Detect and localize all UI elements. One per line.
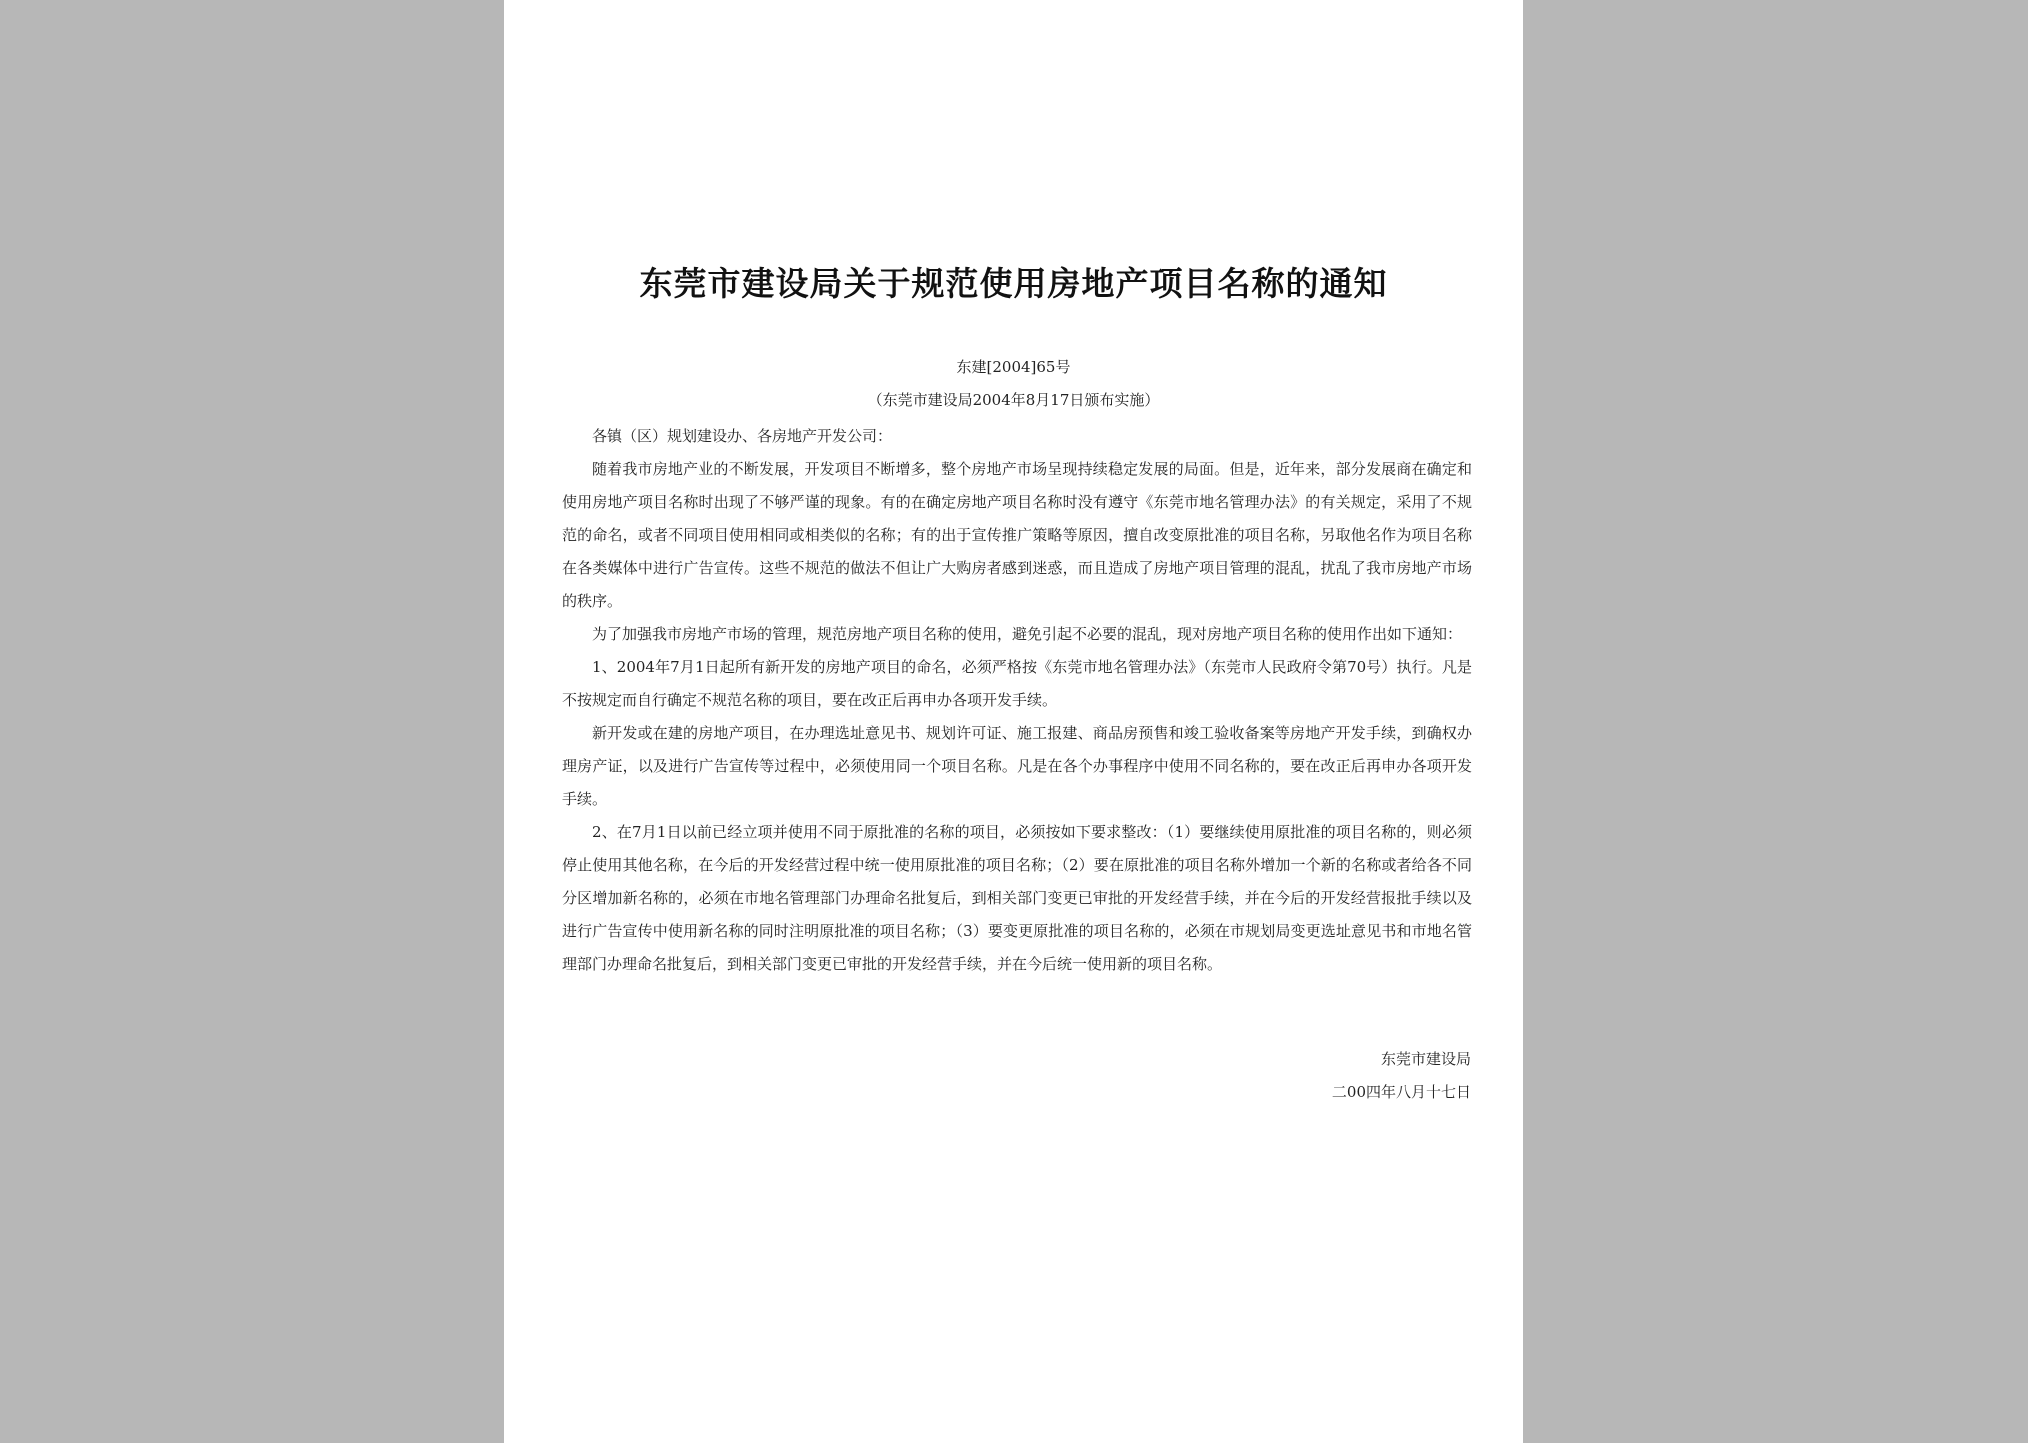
paragraph-item-1: 1、2004年7月1日起所有新开发的房地产项目的命名，必须严格按《东莞市地名管理办法》（东莞市人民政府令第70号）执行。凡是不按规定而自行确定不规范名称的项目，要在改正后再申办各项开发手续。 xyxy=(562,658,1472,709)
salutation: 各镇（区）规划建设办、各房地产开发公司： xyxy=(592,427,893,445)
signature-date: 二00四年八月十七日 xyxy=(1331,1083,1471,1101)
signature-block xyxy=(1332,1043,1471,1109)
paragraph-item-2: 2、在7月1日以前已经立项并使用不同于原批准的名称的项目，必须按如下要求整改：（1）要继续使用原批准的项目名称的，则必须停止使用其他名称，在今后的开发经营过程中统一使用原批准的项目名称；（2）要在原批准的项目名称外增加一个新的名称或者给各不同分区增加新名称的，必须在市地名管理部门办理命名批复后，到相关部门变更已审批的开发经营手续，并在今后的开发经营报批手续以及进行广告宣传中使用新名称的同时注明原批准的项目名称；（3）要变更原批准的项目名称的，必须在市规划局变更选址意见书和市地名管理部门办理命名批复后，到相关部门变更已审批的开发经营手续，并在今后统一使用新的项目名称。 xyxy=(562,823,1472,973)
document-number: 东建[2004]65号 xyxy=(956,358,1071,376)
issued-note: （东莞市建设局2004年8月17日颁布实施） xyxy=(867,391,1160,409)
paragraph-purpose: 为了加强我市房地产市场的管理，规范房地产项目名称的使用，避免引起不必要的混乱，现对房地产项目名称的使用作出如下通知： xyxy=(592,625,1463,643)
paragraph-item-1-detail: 新开发或在建的房地产项目，在办理选址意见书、规划许可证、施工报建、商品房预售和竣工验收备案等房地产开发手续，到确权办理房产证，以及进行广告宣传等过程中，必须使用同一个项目名称。凡是在各个办事程序中使用不同名称的，要在改正后再申办各项开发手续。 xyxy=(562,724,1472,808)
paragraph-background: 随着我市房地产业的不断发展，开发项目不断增多，整个房地产市场呈现持续稳定发展的局面。但是，近年来，部分发展商在确定和使用房地产项目名称时出现了不够严谨的现象。有的在确定房地产项目名称时没有遵守《东莞市地名管理办法》的有关规定，采用了不规范的命名，或者不同项目使用相同或相类似的名称；有的出于宣传推广策略等原因，擅自改变原批准的项目名称，另取他名作为项目名称在各类媒体中进行广告宣传。这些不规范的做法不但让广大购房者感到迷惑，而且造成了房地产项目管理的混乱，扰乱了我市房地产市场的秩序。 xyxy=(562,460,1472,610)
signature-org: 东莞市建设局 xyxy=(1380,1050,1471,1068)
document-body xyxy=(562,420,1472,981)
document-title: 东莞市建设局关于规范使用房地产项目名称的通知 xyxy=(639,264,1388,303)
document-page xyxy=(504,0,1523,1443)
